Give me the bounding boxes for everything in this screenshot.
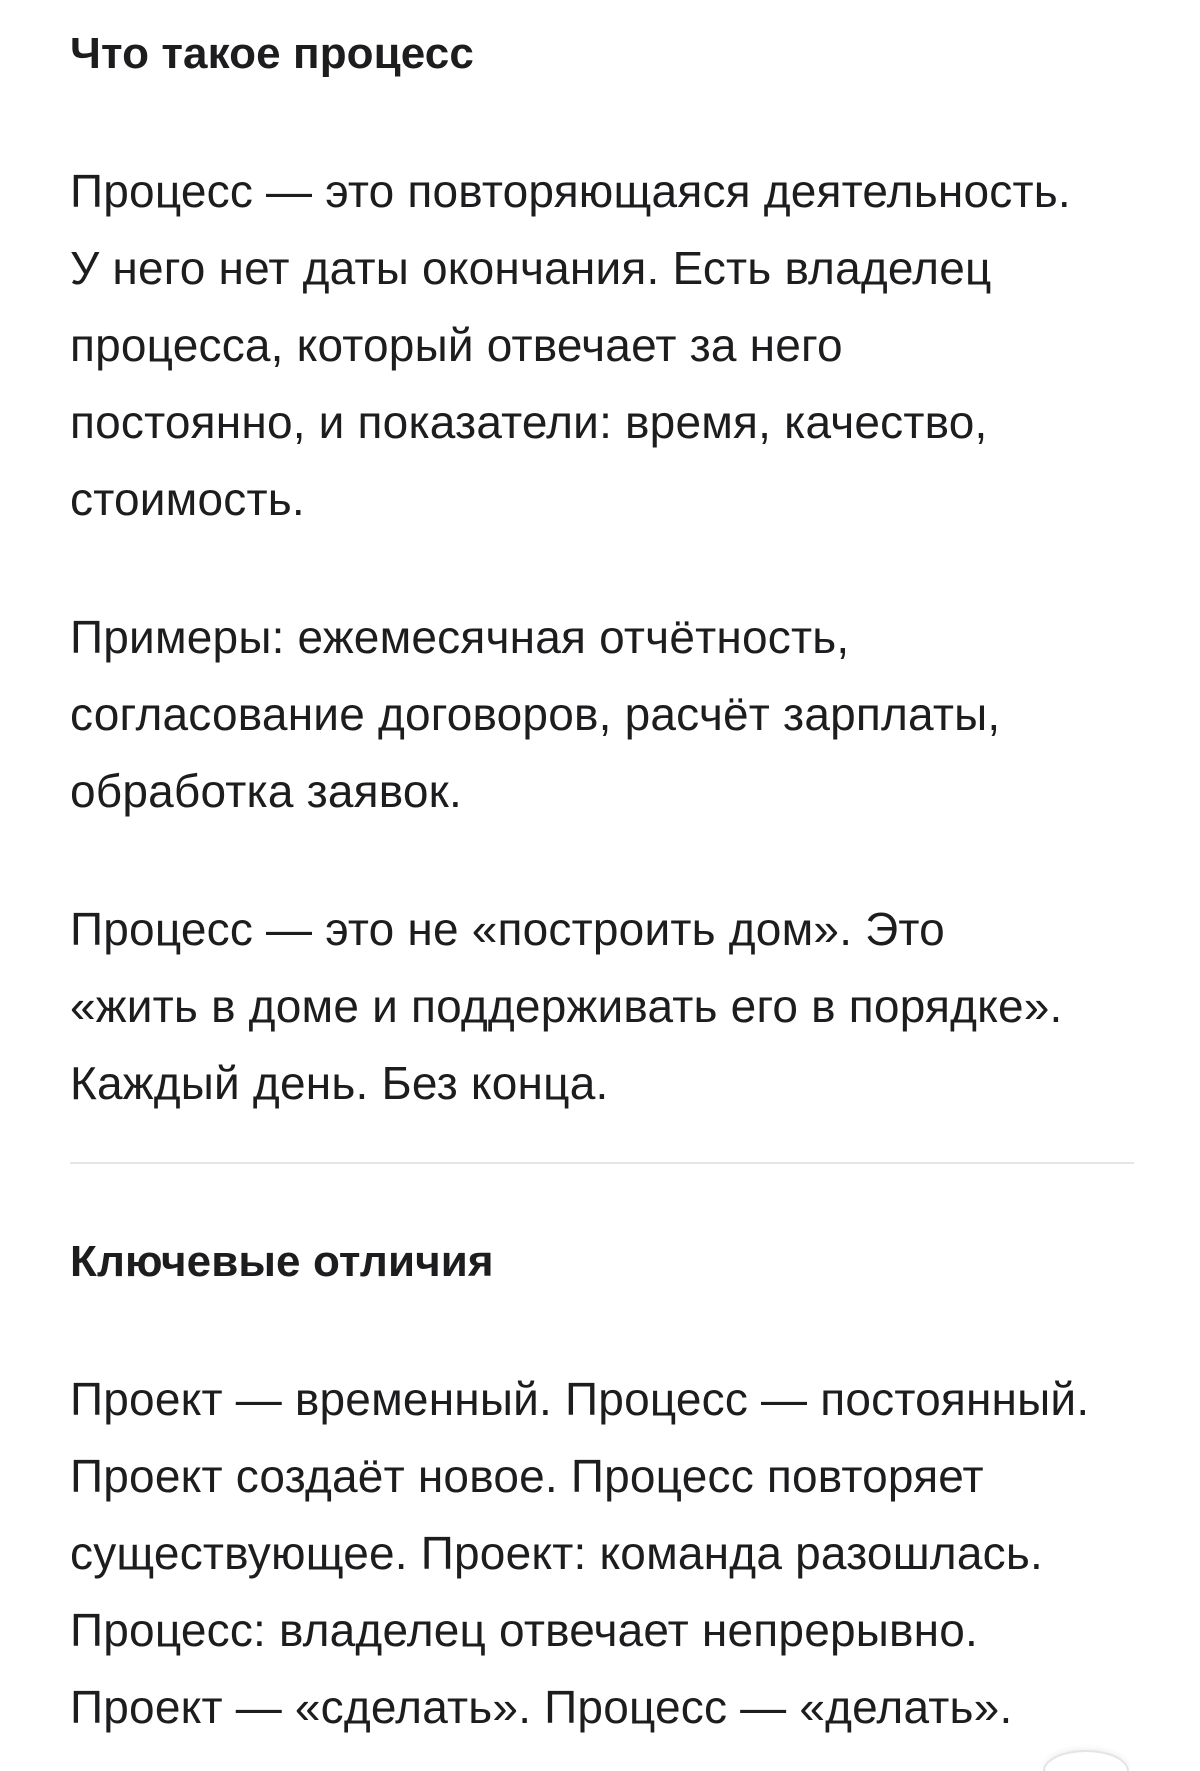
text-line: постоянно, и показатели: время, качество, xyxy=(70,396,988,448)
text-line: Проект — временный. Процесс — постоянный. xyxy=(70,1373,1090,1425)
paragraph-key-differences xyxy=(70,1361,1134,1746)
text-line: Процесс — это не «построить дом». Это xyxy=(70,903,945,955)
text-line: обработка заявок. xyxy=(70,765,462,817)
paragraph-process-definition xyxy=(70,153,1134,538)
text-line: Процесс — это повторяющаяся деятельность. xyxy=(70,165,1071,217)
text-line: существующее. Проект: команда разошлась. xyxy=(70,1527,1043,1579)
paragraph-process-examples xyxy=(70,599,1134,830)
text-line: Процесс: владелец отвечает непрерывно. xyxy=(70,1604,979,1656)
text-line: процесса, который отвечает за него xyxy=(70,319,843,371)
section-divider xyxy=(70,1162,1134,1164)
text-line: Проект создаёт новое. Процесс повторяет xyxy=(70,1450,984,1502)
text-line: стоимость. xyxy=(70,473,305,525)
paragraph-process-metaphor xyxy=(70,891,1134,1122)
section-heading-what-is-process: Что такое процесс xyxy=(70,29,474,78)
article-content xyxy=(70,15,1134,1746)
text-line: Примеры: ежемесячная отчётность, xyxy=(70,611,850,663)
section-heading-key-differences: Ключевые отличия xyxy=(70,1237,494,1286)
text-line: Проект — «сделать». Процесс — «делать». xyxy=(70,1681,1013,1733)
text-line: У него нет даты окончания. Есть владелец xyxy=(70,242,992,294)
floating-action-button[interactable] xyxy=(1043,1750,1129,1771)
text-line: согласование договоров, расчёт зарплаты, xyxy=(70,688,1001,740)
text-line: Каждый день. Без конца. xyxy=(70,1057,609,1109)
text-line: «жить в доме и поддерживать его в порядке». xyxy=(70,980,1063,1032)
